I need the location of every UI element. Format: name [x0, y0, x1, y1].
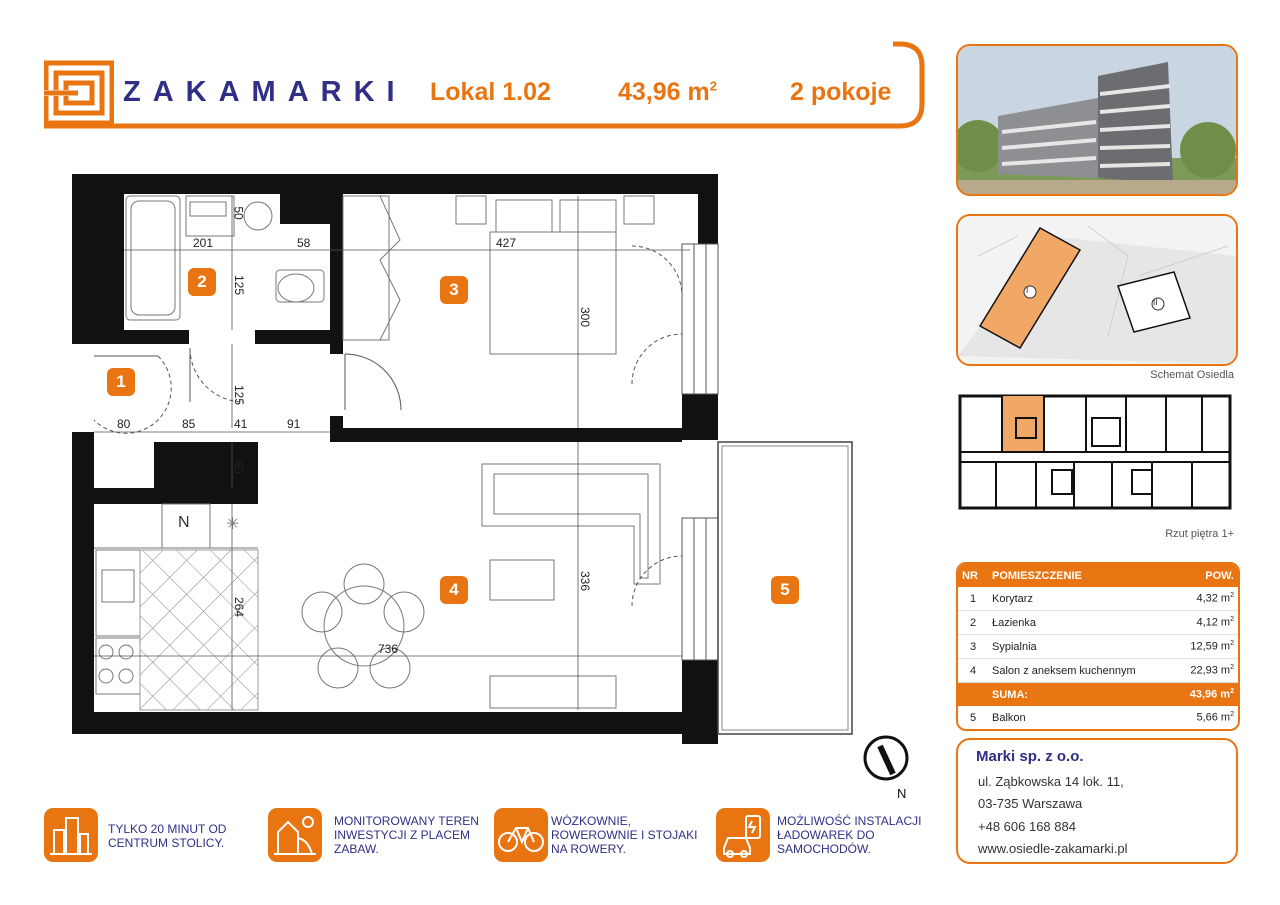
dim-label: 427: [496, 236, 517, 250]
table-row: [958, 611, 1238, 635]
amenity-line: ROWEROWNIE I STOJAKI: [551, 828, 698, 842]
dim-label: 58: [297, 236, 311, 250]
amenity-line: ŁADOWAREK DO: [777, 828, 875, 842]
bicycle-icon: [494, 808, 548, 862]
row-area: [1174, 659, 1238, 683]
header-room: POMIESZCZENIE: [992, 569, 1082, 582]
dim-label: 300: [578, 306, 593, 328]
table-sum-row: [958, 683, 1238, 707]
room-badge-2: 2: [188, 268, 216, 296]
row-nr: 1: [958, 587, 988, 611]
row-room-name: Łazienka: [988, 611, 1174, 635]
amenity-text: [777, 814, 921, 856]
amenity-line: MOŻLIWOŚĆ INSTALACJI: [777, 814, 922, 828]
dim-label: 336: [578, 570, 593, 592]
room-badge-4: 4: [440, 576, 468, 604]
site-scheme-map: [956, 214, 1238, 366]
row-room-name: Sypialnia: [988, 635, 1174, 659]
amenity-line: MONITOROWANY TEREN: [334, 814, 479, 828]
amenity-line: NA ROWERY.: [551, 842, 626, 856]
table-row: [958, 659, 1238, 683]
row-nr: 5: [969, 711, 977, 724]
asterisk-icon: ✳: [226, 516, 240, 533]
row-area-sup: 2: [1230, 616, 1234, 624]
row-area-value: 22,93 m: [1190, 664, 1231, 677]
dim-label: 91: [287, 417, 301, 431]
row-area-sup: 2: [1230, 664, 1234, 672]
table-row: [958, 587, 1238, 611]
site-label-building-1: I: [1026, 286, 1029, 295]
address-city: 03-735 Warszawa: [978, 796, 1083, 811]
dim-label: 41: [234, 417, 248, 431]
floor-scheme-caption: Rzut piętra 1+: [1165, 528, 1234, 540]
row-area: [1174, 706, 1238, 729]
city-buildings-icon: [44, 808, 98, 862]
row-room-name: Korytarz: [988, 587, 1174, 611]
row-area-value: 5,66 m: [1196, 711, 1231, 724]
sum-area-sup: 2: [1230, 688, 1234, 696]
address-street: ul. Ząbkowska 14 lok. 11,: [978, 774, 1124, 789]
table-header-row: [958, 564, 1238, 587]
table-row: [958, 635, 1238, 659]
amenity-line: INWESTYCJI Z PLACEM: [334, 828, 471, 842]
ev-charger-icon: [716, 808, 770, 862]
amenity-line: ZABAW.: [334, 842, 379, 856]
row-area: [1174, 587, 1238, 611]
dim-label: 125: [232, 384, 247, 406]
floor-plan: [0, 150, 940, 800]
building-render: [956, 44, 1238, 196]
sum-label: SUMA:: [992, 688, 1029, 701]
row-nr: 2: [958, 611, 988, 635]
row-area: [1174, 635, 1238, 659]
row-room-name: Salon z aneksem kuchennym: [988, 659, 1174, 683]
phone-number: +48 606 168 884: [978, 819, 1076, 834]
site-scheme-caption: Schemat Osiedla: [1150, 369, 1234, 381]
header-frame-line: [0, 0, 940, 140]
sum-area: [1174, 683, 1238, 707]
amenity-line: SAMOCHODÓW.: [777, 842, 872, 856]
room-badge-1: 1: [107, 368, 135, 396]
compass-label: N: [897, 786, 907, 801]
dim-label: 264: [232, 596, 247, 618]
dim-label: 85: [182, 417, 196, 431]
dim-label: 80: [117, 417, 131, 431]
amenity-line: WÓZKOWNIE,: [551, 814, 631, 828]
playground-icon: [268, 808, 322, 862]
unit-number: Lokal 1.02: [430, 78, 551, 106]
row-nr: 3: [958, 635, 988, 659]
dim-label: 60: [231, 460, 246, 474]
unit-area-value: 43,96 m: [618, 78, 710, 106]
room-count: 2 pokoje: [790, 78, 892, 106]
contact-card: [956, 738, 1238, 864]
kitchen-floor-hatch: [140, 550, 258, 710]
room-badge-3: 3: [440, 276, 468, 304]
row-nr: 4: [958, 659, 988, 683]
table-row-balcony: [958, 706, 1238, 729]
website-link[interactable]: www.osiedle-zakamarki.pl: [978, 841, 1128, 856]
floor-plan-thumbnail: [956, 390, 1234, 520]
room-badge-5: 5: [771, 576, 799, 604]
row-area-value: 12,59 m: [1190, 640, 1231, 653]
row-area-value: 4,12 m: [1196, 616, 1231, 629]
room-area-table: [956, 562, 1240, 731]
header-area: POW.: [1205, 569, 1234, 582]
brand-name: ZAKAMARKI: [123, 76, 407, 108]
amenity-text: [551, 814, 697, 856]
row-area-sup: 2: [1230, 592, 1234, 600]
sum-area-value: 43,96 m: [1189, 688, 1231, 701]
amenity-line: TYLKO 20 MINUT OD: [108, 822, 227, 836]
amenity-text: [334, 814, 479, 856]
row-area: [1174, 611, 1238, 635]
compass-icon: [865, 737, 907, 779]
dim-label: 201: [193, 236, 214, 250]
amenity-text: [108, 822, 226, 850]
header-nr: NR: [962, 569, 978, 582]
row-area-sup: 2: [1230, 640, 1234, 648]
zakamarki-logo-mark: [44, 60, 114, 126]
company-name: Marki sp. z o.o.: [976, 748, 1084, 765]
hob-label: N: [178, 514, 190, 531]
row-area-value: 4,32 m: [1196, 592, 1231, 605]
site-label-building-2: II: [1153, 298, 1158, 307]
unit-area: [618, 78, 717, 107]
row-area-sup: 2: [1230, 711, 1234, 719]
row-room-name: Balkon: [992, 711, 1026, 724]
dim-label: 736: [378, 642, 399, 656]
dim-label: 50: [231, 206, 246, 220]
dim-label: 125: [232, 274, 247, 296]
unit-area-sup: 2: [709, 78, 717, 94]
amenity-line: CENTRUM STOLICY.: [108, 836, 225, 850]
